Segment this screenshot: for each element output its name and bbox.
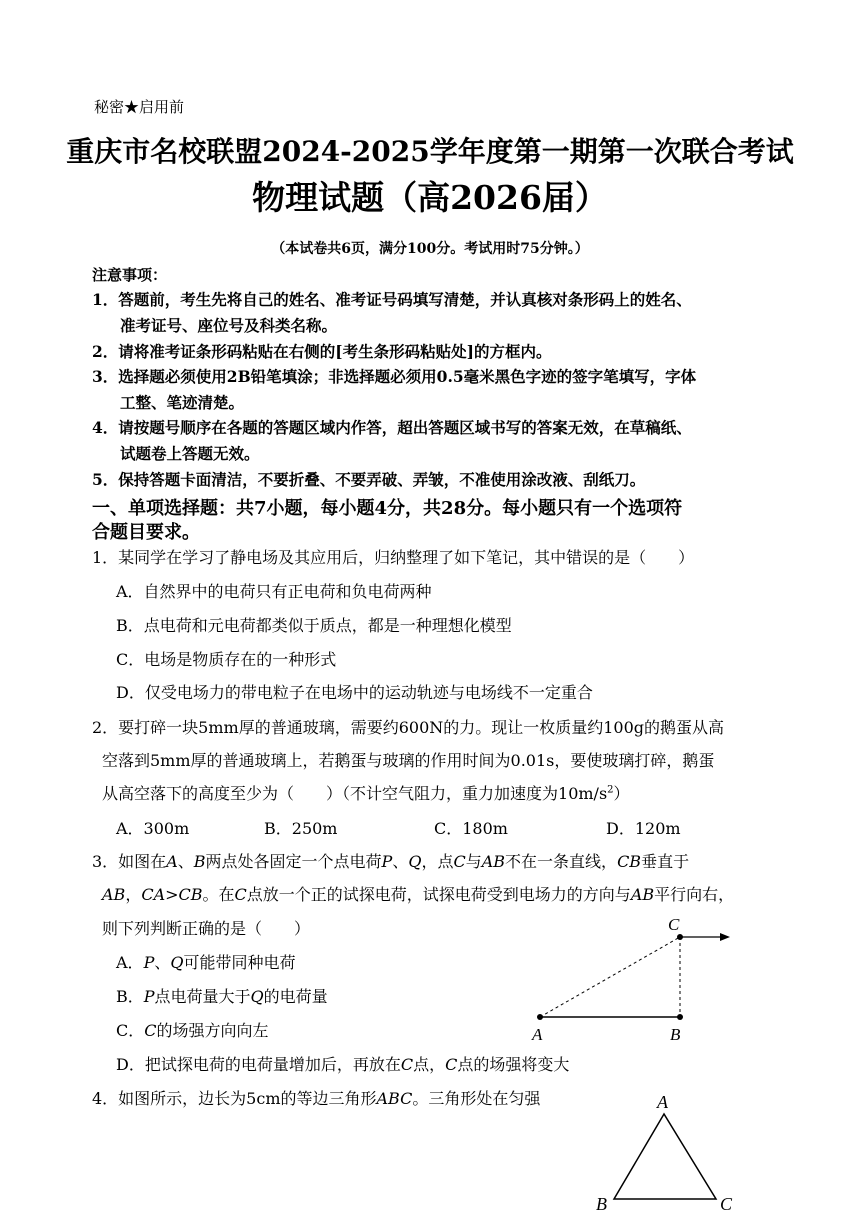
section-heading: 一、单项选择题：共7小题，每小题4分，共28分。每小题只有一个选项符: [92, 498, 683, 519]
arrow-head-icon: [720, 933, 730, 941]
q3-stem-line1: 3．如图在A、B两点处各固定一个点电荷P、Q，点C与AB不在一条直线，CB垂直于: [92, 852, 690, 871]
q3-stem-line3: 则下列判断正确的是（ ）: [102, 919, 311, 938]
ca-dashed-line: [540, 937, 680, 1017]
vertex-c: C: [720, 1194, 733, 1214]
q1-option-d: D．仅受电场力的带电粒子在电场中的运动轨迹与电场线不一定重合: [116, 683, 593, 702]
q2-option-b: B．250m: [264, 819, 338, 838]
subject-title: 物理试题（高2026届）: [252, 178, 608, 217]
q3-option-c: C．C的场强方向向左: [116, 1021, 269, 1040]
q3-option-d: D．把试探电荷的电荷量增加后，再放在C点，C点的场强将变大: [116, 1055, 570, 1074]
q3-stem-line2: AB，CA>CB。在C点放一个正的试探电荷，试探电荷受到电场力的方向与AB平行向右，: [102, 885, 735, 904]
label-c: C: [668, 915, 680, 934]
triangle-abc: [614, 1114, 716, 1199]
q3-option-a: A．P、Q可能带同种电荷: [116, 953, 296, 972]
q2-stem-line2: 空落到5mm厚的普通玻璃上，若鹅蛋与玻璃的作用时间为0.01s，要使玻璃打碎，鹅蛋: [102, 751, 715, 770]
note-3: 3．选择题必须使用2B铅笔填涂；非选择题必须用0.5毫米黑色字迹的签字笔填写，字体: [92, 367, 697, 386]
note-5: 5．保持答题卡面清洁，不要折叠、不要弄破、弄皱，不准使用涂改液、刮纸刀。: [92, 470, 646, 489]
note-1-cont: 准考证号、座位号及科类名称。: [120, 316, 338, 335]
note-1: 1．答题前，考生先将自己的姓名、准考证号码填写清楚，并认真核对条形码上的姓名、: [92, 290, 692, 309]
q2-option-c: C．180m: [434, 819, 508, 838]
point-a: [537, 1014, 543, 1020]
label-b: B: [670, 1025, 681, 1044]
q1-option-c: C．电场是物质存在的一种形式: [116, 650, 337, 669]
q4-figure: [590, 1088, 750, 1215]
q2-stem-line3: 从高空落下的高度至少为（ ）（不计空气阻力，重力加速度为$10m/s^2$）: [102, 784, 630, 803]
note-3-cont: 工整、笔迹清楚。: [120, 393, 245, 412]
q3-figure: [520, 912, 750, 1047]
q2-stem-line1: 2．要打碎一块5mm厚的普通玻璃，需要约600N的力。现让一枚质量约100g的鹅蛋从高: [92, 718, 725, 737]
exam-info: （本试卷共6页，满分100分。考试用时75分钟。）: [271, 241, 589, 257]
q2-option-a: A．300m: [116, 819, 190, 838]
gravity-unit: 10m/s: [558, 784, 608, 803]
notes-heading: 注意事项：: [92, 266, 168, 284]
point-b: [677, 1014, 683, 1020]
section-heading-cont: 合题目要求。: [92, 522, 200, 543]
q1-stem: 1．某同学在学习了静电场及其应用后，归纳整理了如下笔记，其中错误的是（ ）: [92, 548, 695, 567]
vertex-b: B: [596, 1194, 607, 1214]
label-a: A: [532, 1025, 543, 1044]
q1-option-b: B．点电荷和元电荷都类似于质点，都是一种理想化模型: [116, 616, 512, 635]
note-4: 4．请按题号顺序在各题的答题区域内作答，超出答题区域书写的答案无效，在草稿纸、: [92, 418, 692, 437]
q4-stem-line1: 4．如图所示，边长为5cm的等边三角形ABC。三角形处在匀强: [92, 1089, 541, 1108]
q2-option-d: D．120m: [606, 819, 681, 838]
q1-option-a: A．自然界中的电荷只有正电荷和负电荷两种: [116, 582, 432, 601]
vertex-a: A: [657, 1092, 668, 1112]
exam-title: 重庆市名校联盟2024-2025学年度第一期第一次联合考试: [66, 135, 794, 168]
confidential-mark: 秘密★启用前: [94, 98, 185, 116]
note-4-cont: 试题卷上答题无效。: [120, 444, 260, 463]
q3-option-b: B．P点电荷量大于Q的电荷量: [116, 987, 328, 1006]
note-2: 2．请将准考证条形码粘贴在右侧的[考生条形码粘贴处]的方框内。: [92, 342, 552, 361]
